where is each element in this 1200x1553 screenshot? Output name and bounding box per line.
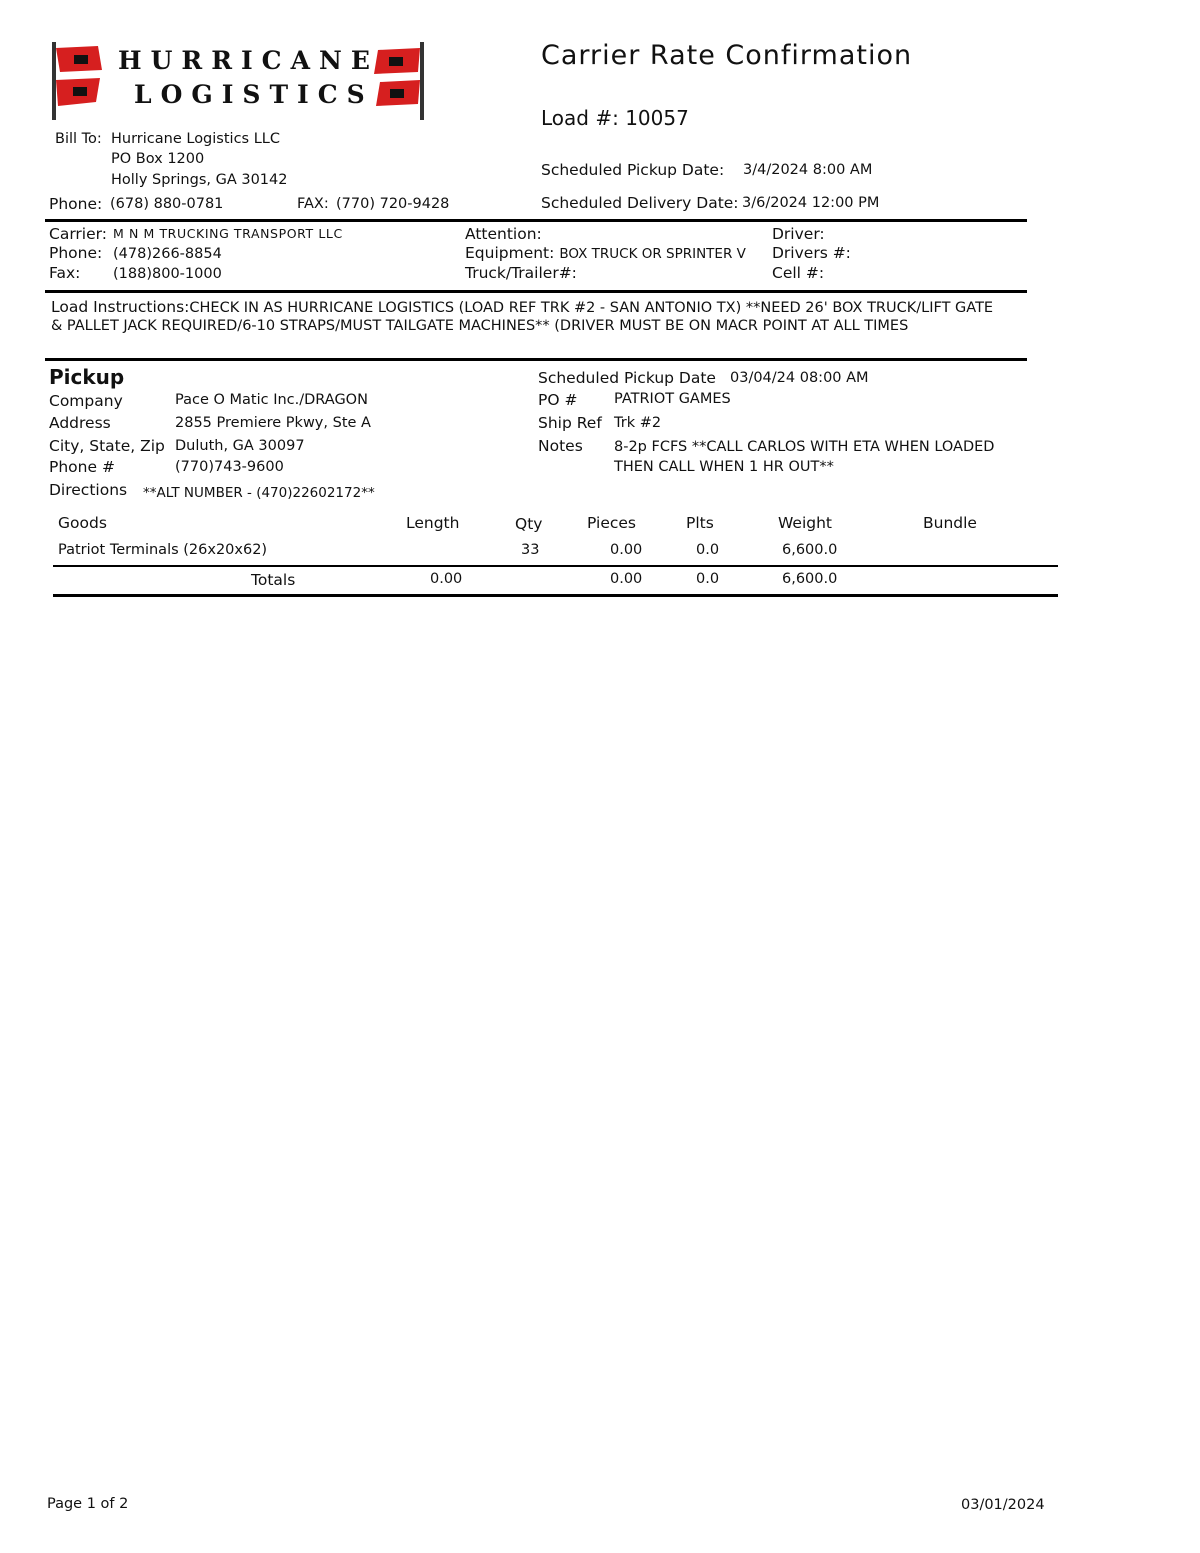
pickup-scheduled-date: 03/04/24 08:00 AM xyxy=(730,370,869,386)
divider-totals xyxy=(53,594,1058,597)
load-number: 10057 xyxy=(625,106,689,130)
row-qty: 33 xyxy=(521,542,540,558)
equipment-value: BOX TRUCK OR SPRINTER V xyxy=(559,246,746,262)
pickup-city: Duluth, GA 30097 xyxy=(175,438,305,454)
divider-table-row xyxy=(53,565,1058,567)
pickup-heading: Pickup xyxy=(49,365,125,389)
col-header-weight: Weight xyxy=(778,514,833,532)
row-weight: 6,600.0 xyxy=(782,542,838,558)
company-logo xyxy=(40,40,440,122)
load-instructions-text-1: CHECK IN AS HURRICANE LOGISTICS (LOAD REF TRK #2 - SAN ANTONIO TX) **NEED 26' BOX TRUCK/LIFT GATE xyxy=(189,300,994,316)
row-goods: Patriot Terminals (26x20x62) xyxy=(58,542,268,558)
carrier-fax-label: Fax: xyxy=(49,264,81,282)
pickup-phone: (770)743-9600 xyxy=(175,459,284,475)
cell-label: Cell #: xyxy=(772,264,825,282)
equipment-row xyxy=(465,244,746,262)
load-number-row xyxy=(541,106,689,130)
bill-to-address-2: Holly Springs, GA 30142 xyxy=(111,172,288,188)
divider-carrier xyxy=(45,290,1027,293)
pickup-po: PATRIOT GAMES xyxy=(614,391,731,407)
page-number: Page 1 of 2 xyxy=(47,1496,129,1512)
col-header-plts: Plts xyxy=(686,514,714,532)
pickup-shipref: Trk #2 xyxy=(614,415,662,431)
pickup-phone-label: Phone # xyxy=(49,458,115,476)
bill-to-fax-label: FAX: xyxy=(297,196,329,212)
driver-label: Driver: xyxy=(772,225,825,243)
pickup-notes-line-2: THEN CALL WHEN 1 HR OUT** xyxy=(614,459,834,475)
pickup-address-label: Address xyxy=(49,414,111,432)
drivers-number-label: Drivers #: xyxy=(772,244,851,262)
bill-to-address-1: PO Box 1200 xyxy=(111,151,205,167)
totals-plts: 0.0 xyxy=(696,571,720,587)
col-header-bundle: Bundle xyxy=(923,514,977,532)
col-header-goods: Goods xyxy=(58,514,107,532)
carrier-name: M N M TRUCKING TRANSPORT LLC xyxy=(113,226,343,241)
carrier-phone: (478)266-8854 xyxy=(113,246,222,262)
attention-label: Attention: xyxy=(465,225,542,243)
logo-line-2: LOGISTICS xyxy=(134,80,374,109)
divider-instructions xyxy=(45,358,1027,361)
logo-line-1: HURRICANE xyxy=(118,46,379,75)
divider-header xyxy=(45,219,1027,222)
col-header-pieces: Pieces xyxy=(587,514,636,532)
pickup-notes-label: Notes xyxy=(538,437,583,455)
carrier-fax: (188)800-1000 xyxy=(113,266,222,282)
pickup-address: 2855 Premiere Pkwy, Ste A xyxy=(175,415,371,431)
totals-length: 0.00 xyxy=(430,571,463,587)
footer-date: 03/01/2024 xyxy=(961,1497,1045,1513)
pickup-directions-label: Directions xyxy=(49,481,128,499)
load-instructions-line-1 xyxy=(51,298,993,316)
bill-to-phone-label: Phone: xyxy=(49,195,103,213)
carrier-label: Carrier: xyxy=(49,225,107,243)
pickup-company: Pace O Matic Inc./DRAGON xyxy=(175,392,368,408)
col-header-qty: Qty xyxy=(515,515,543,533)
totals-pieces: 0.00 xyxy=(610,571,643,587)
document-title: Carrier Rate Confirmation xyxy=(541,40,913,71)
bill-to-label: Bill To: xyxy=(55,131,102,147)
totals-label: Totals xyxy=(251,571,296,589)
totals-weight: 6,600.0 xyxy=(782,571,838,587)
pickup-shipref-label: Ship Ref xyxy=(538,414,602,432)
pickup-notes-line-1: 8-2p FCFS **CALL CARLOS WITH ETA WHEN LOADED xyxy=(614,439,995,455)
truck-trailer-label: Truck/Trailer#: xyxy=(465,264,577,282)
carrier-phone-label: Phone: xyxy=(49,244,103,262)
load-instructions-text-2: & PALLET JACK REQUIRED/6-10 STRAPS/MUST TAILGATE MACHINES** (DRIVER MUST BE ON MACR POINT AT ALL TIMES xyxy=(51,318,909,334)
bill-to-fax: (770) 720-9428 xyxy=(336,196,450,212)
pickup-scheduled-label: Scheduled Pickup Date xyxy=(538,369,716,387)
delivery-date-label: Scheduled Delivery Date: xyxy=(541,194,739,212)
pickup-date: 3/4/2024 8:00 AM xyxy=(743,162,873,178)
pickup-directions: **ALT NUMBER - (470)22602172** xyxy=(143,485,375,501)
pickup-city-label: City, State, Zip xyxy=(49,437,165,455)
col-header-length: Length xyxy=(406,514,460,532)
bill-to-name: Hurricane Logistics LLC xyxy=(111,131,280,147)
delivery-date: 3/6/2024 12:00 PM xyxy=(742,195,880,211)
row-pieces: 0.00 xyxy=(610,542,643,558)
bill-to-phone: (678) 880-0781 xyxy=(110,196,224,212)
load-number-label: Load #: xyxy=(541,106,619,130)
load-instructions-label: Load Instructions: xyxy=(51,298,190,316)
equipment-label: Equipment: xyxy=(465,244,555,262)
pickup-date-label: Scheduled Pickup Date: xyxy=(541,161,725,179)
row-plts: 0.0 xyxy=(696,542,720,558)
pickup-company-label: Company xyxy=(49,392,123,410)
pickup-po-label: PO # xyxy=(538,391,578,409)
